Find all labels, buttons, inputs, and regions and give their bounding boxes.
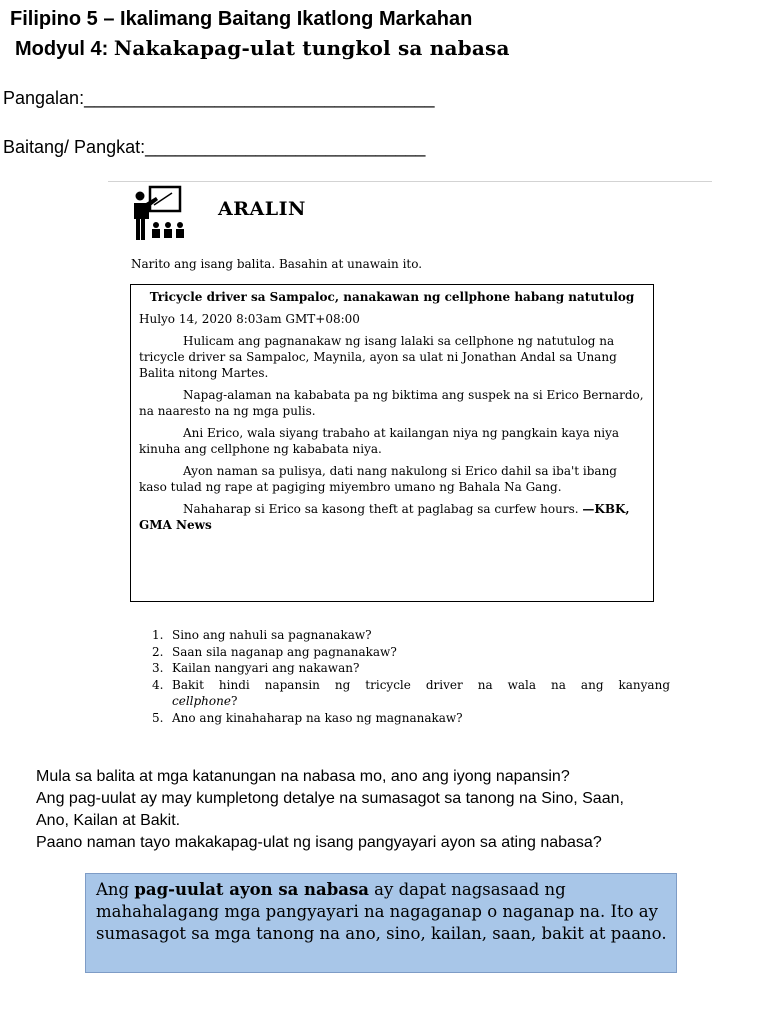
news-paragraph-last [139,501,645,533]
name-field[interactable] [3,88,434,109]
news-paragraph: Ani Erico, wala siyang trabaho at kailangan niya ng pangkain kaya niya kinuha ang cellphone ng kababata niya. [139,426,620,456]
question-text: Bakit hindi napansin ng tricycle driver na wala na ang kanyang [172,677,670,692]
question-item [152,644,672,661]
question-number: 5. [152,710,164,725]
callout-body: ay dapat nagsasaad ng mahahalagang mga pangyayari na nagaganap o naganap na. Ito ay sumasagot sa mga tanong na ano, sino, kailan, saan, bakit at paano. [96,880,667,943]
grade-line[interactable]: ____________________________ [145,137,426,157]
question-text: Ano ang kinahaharap na kaso ng magnanakaw? [172,710,463,725]
question-item [152,660,672,677]
module-prefix: Modyul 4: [15,38,114,60]
grade-label: Baitang/ Pangkat: [3,137,146,157]
callout-term: pag-uulat ayon sa nabasa [134,880,369,899]
question-text: Kailan nangyari ang nakawan? [172,661,360,675]
question-text: Saan sila naganap ang pagnanakaw? [172,644,397,659]
section-divider [108,181,712,182]
news-paragraph: Ayon naman sa pulisya, dati nang nakulong si Erico dahil sa iba't ibang kaso tulad ng rape at pagiging miyembro umano ng Bahala Na Gang. [139,464,617,494]
discussion-line: Ano, Kailan at Bakit. [36,812,181,829]
question-italic-word: cellphone [172,694,231,708]
question-number: 3. [152,661,164,675]
question-number: 2. [152,644,164,659]
definition-callout [85,873,677,973]
question-end: ? [230,694,238,708]
news-last-text: Nahaharap si Erico sa kasong theft at paglabag sa curfew hours. [183,502,583,516]
news-date: Hulyo 14, 2020 8:03am GMT+08:00 [139,312,360,326]
module-heading [15,36,510,61]
question-item [152,627,672,644]
discussion-text [36,766,736,854]
question-item [152,710,672,727]
question-item [152,677,672,710]
teacher-board-icon [130,185,188,241]
name-line[interactable]: ___________________________________ [84,88,435,108]
news-title: Tricycle driver sa Sampaloc, nanakawan ng cellphone habang natutulog [149,290,635,304]
news-paragraph: Hulicam ang pagnanakaw ng isang lalaki sa cellphone ng natutulog na tricycle driver sa Sampaloc, Maynila, ayon sa ulat ni Jonathan Andal sa Unang Balita nitong Martes. [139,334,617,380]
question-list [152,627,672,726]
news-paragraph: Napag-alaman na kababata pa ng biktima ang suspek na si Erico Bernardo, na naaresto na ng mga pulis. [139,388,644,418]
lesson-heading: ARALIN [218,198,306,220]
discussion-line: Ang pag-uulat ay may kumpletong detalye na sumasagot sa tanong na Sino, Saan, [36,790,624,807]
lesson-intro: Narito ang isang balita. Basahin at unawain ito. [131,257,423,271]
grade-section-field[interactable] [3,137,425,158]
discussion-line: Paano naman tayo makakapag-ulat ng isang pangyayari ayon sa ating nabasa? [36,834,602,851]
question-number: 4. [152,677,164,692]
module-title: Nakakapag-ulat tungkol sa nabasa [113,36,510,60]
name-label: Pangalan: [3,88,85,108]
worksheet-title: Filipino 5 – Ikalimang Baitang Ikatlong Markahan [10,8,473,30]
callout-lead: Ang [96,880,135,899]
news-article-box [130,284,654,602]
question-text: Sino ang nahuli sa pagnanakaw? [172,628,372,642]
news-source: —KBK, GMA News [139,502,630,532]
question-number: 1. [152,628,164,642]
discussion-line: Mula sa balita at mga katanungan na nabasa mo, ano ang iyong napansin? [36,768,570,785]
